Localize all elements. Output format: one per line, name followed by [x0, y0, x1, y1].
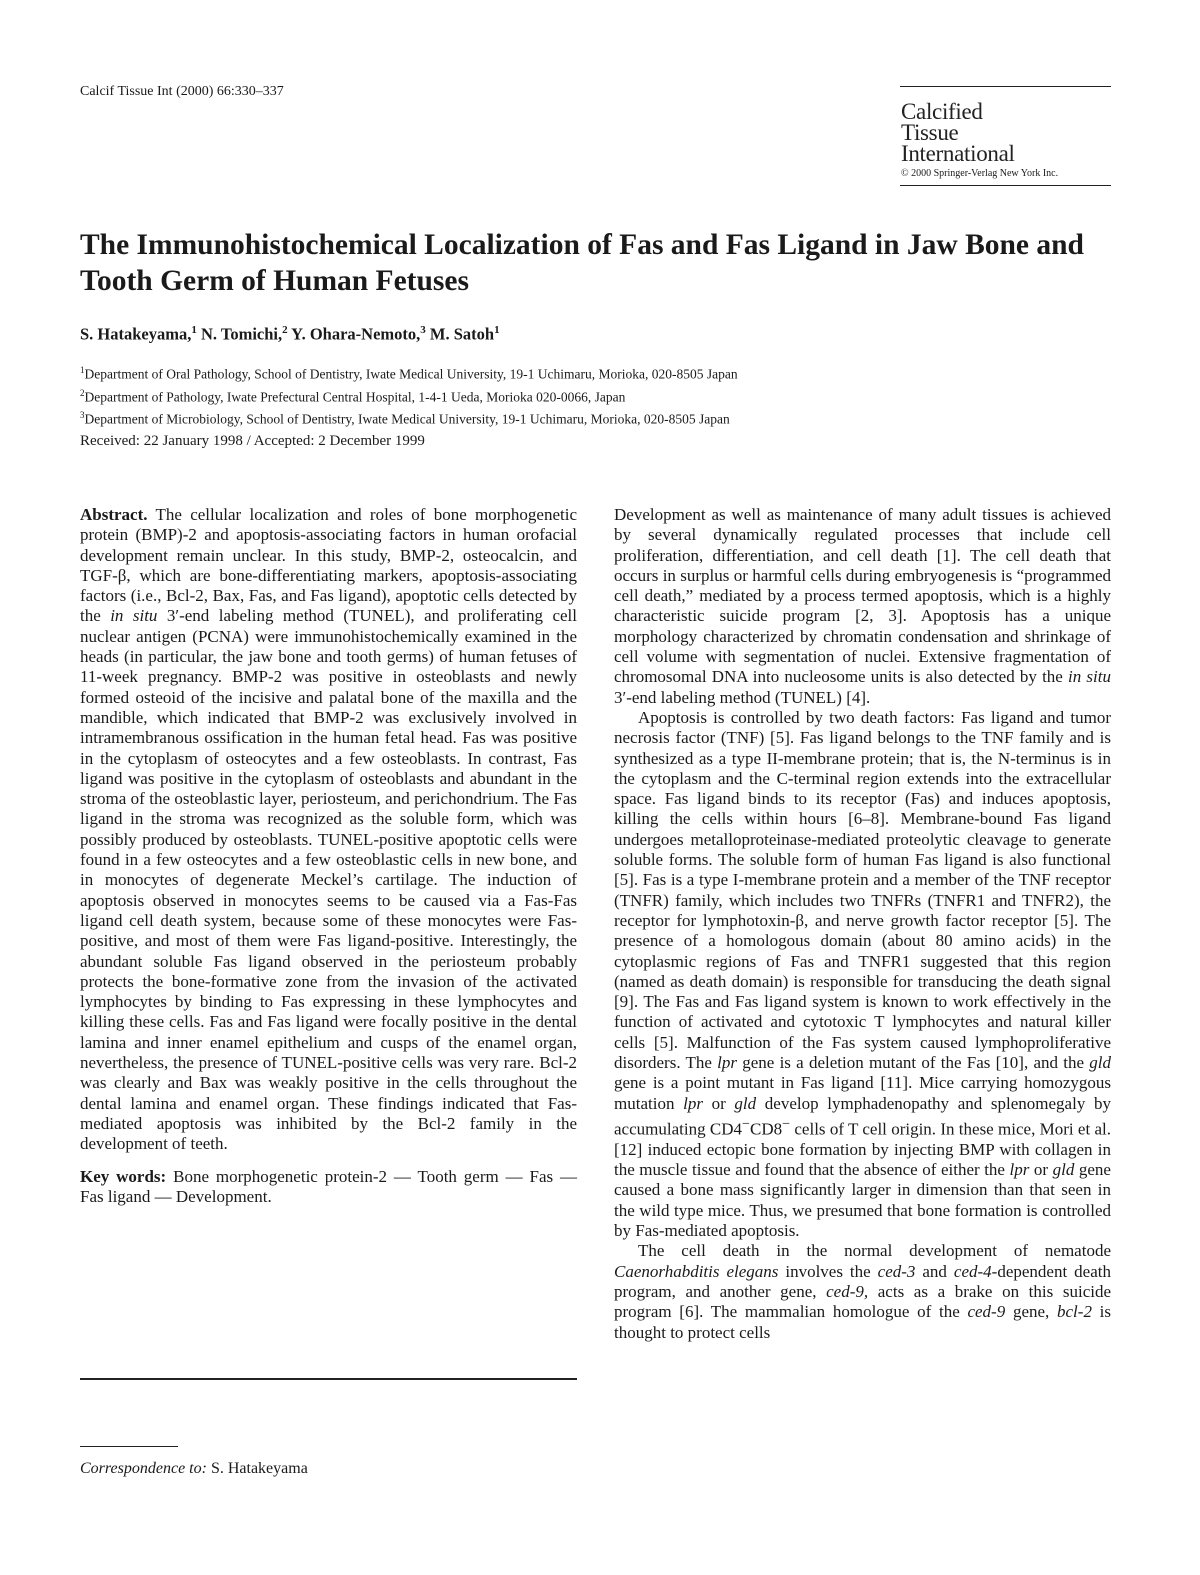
abstract-label: Abstract.: [80, 505, 148, 524]
author-affiliation-marker: 1: [494, 324, 500, 336]
logo-wordmark: [901, 101, 1111, 164]
body-text: gene is a deletion mutant of the Fas [10], and the: [737, 1053, 1090, 1073]
body-text: 3′-end labeling method (TUNEL) [4].: [614, 687, 871, 707]
author-affiliation-marker: 2: [282, 324, 288, 336]
article-title: The Immunohistochemical Localization of Fas and Fas Ligand in Jaw Bone and Tooth Germ of Human Fetuses: [80, 229, 1084, 297]
body-italic: ced-9: [967, 1302, 1006, 1322]
logo-bottom-rule: [900, 185, 1111, 186]
body-paragraph: [614, 1241, 1111, 1342]
author-name: Y. Ohara-Nemoto,: [291, 324, 421, 344]
author-name: M. Satoh: [429, 324, 495, 344]
body-text: develop lymphadenopathy and splenomegaly by accumulating CD4: [614, 1093, 1111, 1139]
body-text: Development as well as maintenance of many adult tissues is achieved by several dynamically regulated processes that include cell proliferation, differentiation, and cell death [1]. The cell death that occurs in surplus or harmful cells during embryogenesis is “programmed cell death,” mediated by a process termed apoptosis, which is a highly characteristic suicide program [2, 3]. Apoptosis has a unique morphology characterized by chromatin condensation and shrinkage of cell volume with segmentation of nuclei. Extensive fragmentation of chromosomal DNA into nucleosome units is also detected by the: [614, 505, 1111, 687]
keywords-label: Key words:: [80, 1166, 167, 1186]
keywords-text: Bone morphogenetic protein-2 — Tooth germ — Fas — Fas ligand — Development.: [80, 1166, 578, 1206]
body-paragraph: [614, 505, 1111, 708]
affiliation-item: [80, 361, 738, 384]
logo-top-rule: [900, 86, 1111, 87]
copyright-notice: © 2000 Springer-Verlag New York Inc.: [901, 168, 1059, 179]
affiliation-list: [80, 361, 738, 429]
journal-reference: Calcif Tissue Int (2000) 66:330–337: [80, 84, 284, 99]
body-text: The cell death in the normal development of nematode: [638, 1241, 1111, 1261]
abstract-end-rule: [80, 1378, 577, 1380]
author-name: S. Hatakeyama,: [80, 324, 192, 344]
body-text: -dependent death program, and another gene,: [614, 1261, 1111, 1301]
superscript: −: [782, 1115, 791, 1132]
affiliation-number: 1: [80, 365, 85, 375]
affiliation-text: Department of Oral Pathology, School of Dentistry, Iwate Medical University, 19-1 Uchimaru, Morioka, 020-8505 Japan: [84, 366, 738, 382]
body-italic: ced-4: [953, 1261, 992, 1281]
body-italic: bcl-2: [1057, 1302, 1092, 1322]
body-italic: ced-3: [877, 1261, 916, 1281]
body-text: cells of T cell origin. In these mice, Mori et al. [12] induced ectopic bone formation by injecting BMP with collagen in the muscle tissue and found that the absence of either the: [614, 1119, 1111, 1180]
body-text: and: [915, 1261, 954, 1281]
logo-line-international: International: [901, 141, 1015, 166]
affiliation-number: 3: [80, 410, 85, 420]
body-text: or: [702, 1093, 735, 1113]
affiliation-number: 2: [80, 387, 85, 398]
abstract: [80, 505, 577, 1155]
abstract-italic: in situ: [110, 606, 158, 626]
body-italic: gld: [1052, 1160, 1075, 1180]
correspondence-name: S. Hatakeyama: [206, 1460, 308, 1477]
author-name: N. Tomichi,: [201, 324, 283, 344]
abstract-text: The cellular localization and roles of bone morphogenetic protein (BMP)-2 and apoptosis-associating factors in human orofacial development remain unclear. In this study, BMP-2, osteocalcin, and TGF-β, which are bone-differentiating markers, apoptosis-associating factors (i.e., Bcl-2, Bax, Fas, and Fas ligand), apoptotic cells detected by the: [80, 505, 577, 626]
body-text: acts as a brake on this suicide program [6]. The mammalian homologue of the: [614, 1281, 1112, 1322]
footnote-rule: [80, 1446, 178, 1447]
body-paragraph: [614, 708, 1111, 1241]
keywords: [80, 1167, 577, 1208]
body-italic: Caenorhabditis elegans: [614, 1261, 779, 1281]
body-italic: lpr: [683, 1093, 703, 1113]
superscript: −: [742, 1115, 750, 1132]
body-italic: lpr: [717, 1053, 738, 1073]
affiliation-text: Department of Microbiology, School of Dentistry, Iwate Medical University, 19-1 Uchimaru, Morioka, 020-8505 Japan: [84, 411, 730, 427]
journal-logo: [900, 86, 1111, 186]
logo-line-tissue: Tissue: [901, 120, 959, 145]
body-text: Apoptosis is controlled by two death factors: Fas ligand and tumor necrosis factor (TNF) [5]. Fas ligand belongs to the TNF family and is synthesized as a type II-membrane protein; that is, the N-terminus is in the cytoplasm and the C-terminal region extends into the extracellular space. Fas ligand binds to its receptor (Fas) and induces apoptosis, killing the cells within hours [6–8]. Membrane-bound Fas ligand undergoes metalloproteinase-mediated proteolytic cleavage to generate soluble forms. The soluble form of human Fas ligand is also functional [5]. Fas is a type I-membrane protein and a member of the TNF receptor (TNFR) family, which includes two TNFRs (TNFR1 and TNFR2), the receptor for lymphotoxin-β, and nerve growth factor receptor [5]. The presence of a homologous domain (about 80 amino acids) in the cytoplasmic regions of Fas and TNFR1 suggested that this region (named as death domain) is responsible for transducing the death signal [9]. The Fas and Fas ligand system is known to work effectively in the function of activated and cytotoxic T lymphocytes and natural killer cells [5]. Malfunction of the Fas system caused lymphoproliferative disorders. The: [614, 707, 1111, 1073]
body-text: gene is a point mutant in Fas ligand [11]. Mice carrying homozygous mutation: [614, 1073, 1111, 1113]
body-text: is thought to protect cells: [614, 1302, 1112, 1342]
affiliation-text: Department of Pathology, Iwate Prefectural Central Hospital, 1-4-1 Ueda, Morioka 020-0066, Japan: [84, 389, 626, 404]
body-italic: ced-9,: [826, 1281, 869, 1301]
body-text: gene caused a bone mass significantly larger in dimension than that seen in the wild type mice. Thus, we presumed that bone formation is controlled by Fas-mediated apoptosis.: [614, 1160, 1111, 1241]
correspondence-footnote: [80, 1460, 308, 1478]
body-italic: in situ: [1068, 667, 1111, 687]
body-text: involves the: [778, 1261, 878, 1281]
author-affiliation-marker: 1: [191, 324, 197, 336]
correspondence-label: Correspondence to:: [80, 1460, 207, 1477]
right-column: [614, 505, 1111, 1343]
affiliation-item: [80, 384, 738, 407]
author-list: [80, 324, 500, 345]
left-column: [80, 505, 577, 1207]
logo-line-calcified: Calcified: [901, 99, 983, 124]
body-text: gene,: [1005, 1302, 1058, 1322]
body-italic: gld: [1089, 1053, 1111, 1073]
body-text: or: [1029, 1160, 1053, 1180]
affiliation-item: [80, 406, 738, 429]
body-text: CD8: [749, 1119, 783, 1139]
author-affiliation-marker: 3: [420, 324, 426, 336]
body-italic: gld: [734, 1093, 757, 1113]
received-accepted-dates: Received: 22 January 1998 / Accepted: 2 December 1999: [80, 433, 425, 449]
body-italic: lpr: [1009, 1160, 1030, 1180]
abstract-text: 3′-end labeling method (TUNEL), and proliferating cell nuclear antigen (PCNA) were immunohistochemically examined in the heads (in particular, the jaw bone and tooth germs) of human fetuses of 11-week pregnancy. BMP-2 was positive in osteoblasts and newly formed osteoid of the incisive and palatal bone of the maxilla and the mandible, which indicated that BMP-2 was exclusively involved in intramembranous ossification in the human fetal head. Fas was positive in the cytoplasm of osteocytes and a few osteoblasts. In contrast, Fas ligand was positive in the cytoplasm of osteoblasts and abundant in the stroma of the osteoblastic layer, periosteum, and perichondrium. The Fas ligand in the stroma was recognized as the soluble form, which was possibly produced by osteoblasts. TUNEL-positive apoptotic cells were found in a few osteocytes and a few osteoblastic cells in new bone, and in monocytes of degenerate Meckel’s cartilage. The induction of apoptosis observed in monocytes seems to be caused via a Fas-Fas ligand cell death system, because some of these monocytes were Fas-positive, and most of them were Fas ligand-positive. Interestingly, the abundant soluble Fas ligand observed in the periosteum probably protects the bone-formative zone from the invasion of the activated lymphocytes by binding to Fas expressing in these lymphocytes and killing these cells. Fas and Fas ligand were focally positive in the dental lamina and inner enamel epithelium and cusps of the enamel organ, nevertheless, the presence of TUNEL-positive cells was very rare. Bcl-2 was clearly and Bax was weakly positive in the cells throughout the dental lamina and enamel organ. These findings indicated that Fas-mediated apoptosis was inhibited by the Bcl-2 family in the development of teeth.: [80, 606, 577, 1154]
